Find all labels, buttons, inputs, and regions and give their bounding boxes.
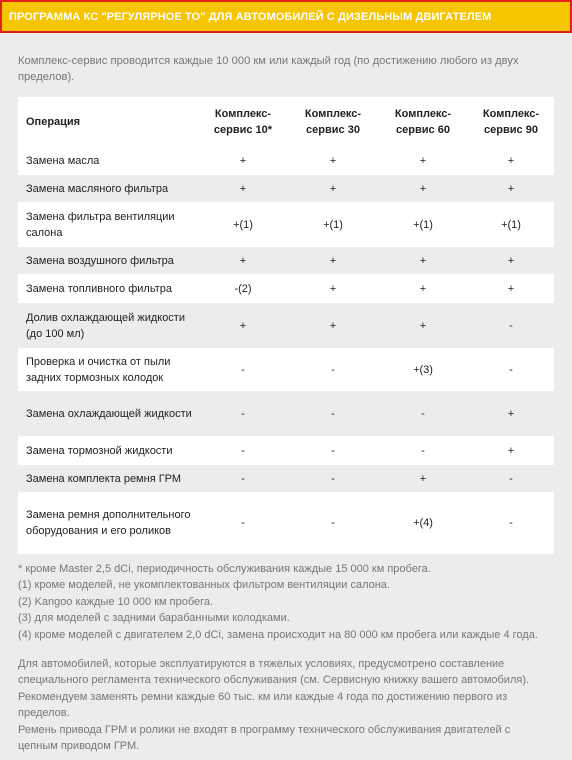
- operation-cell: Долив охлаждающей жидкости (до 100 мл): [26, 311, 185, 340]
- value-cell: -: [509, 517, 513, 529]
- operation-cell: Замена тормозной жидкости: [26, 444, 173, 457]
- value-cell: -: [509, 363, 513, 376]
- value-cell: +: [419, 282, 427, 295]
- column-header-ks10: Комплекс-сервис 10*: [213, 107, 273, 136]
- value-cell: -: [331, 472, 335, 485]
- value-cell: +(1): [323, 218, 343, 231]
- operation-cell: Замена масляного фильтра: [26, 182, 169, 195]
- remark-item: Рекомендуем заменять ремни каждые 60 тыс. км или каждые 4 года по достижению первого из пределов.: [18, 690, 508, 720]
- footnote-item: (4) кроме моделей с двигателем 2,0 dCi, замена происходит на 80 000 км пробега или каждые 4 года.: [18, 628, 538, 641]
- value-cell: -: [331, 517, 335, 529]
- table-row: [18, 391, 554, 436]
- table-row: [18, 465, 554, 492]
- table-row: [18, 274, 554, 303]
- value-cell: +: [419, 182, 427, 195]
- value-cell: -: [241, 407, 245, 420]
- value-cell: -: [421, 444, 425, 457]
- value-cell: -: [241, 472, 245, 485]
- intro-text: Комплекс-сервис проводится каждые 10 000 км или каждый год (по достижению любого из двух пределов).: [18, 55, 519, 83]
- value-cell: +: [507, 254, 515, 267]
- value-cell: +: [239, 154, 247, 167]
- remark-item: Ремень привода ГРМ и ролики не входят в программу технического обслуживания двигателей с цепным приводом ГРМ.: [18, 723, 511, 753]
- footnotes: [18, 561, 558, 643]
- value-cell: -: [331, 407, 335, 420]
- value-cell: -: [331, 444, 335, 457]
- value-cell: +: [329, 254, 337, 267]
- column-header-operation: Операция: [26, 115, 81, 128]
- operation-cell: Проверка и очистка от пыли задних тормозных колодок: [26, 355, 171, 384]
- value-cell: +: [239, 182, 247, 195]
- table-row: [18, 247, 554, 274]
- table-row: [18, 303, 554, 348]
- value-cell: -: [509, 319, 513, 332]
- value-cell: +: [507, 444, 515, 457]
- table-row: [18, 175, 554, 202]
- column-header-ks90: Комплекс-сервис 90: [482, 107, 540, 136]
- operation-cell: Замена охлаждающей жидкости: [26, 407, 192, 420]
- footnote-item: (1) кроме моделей, не укомплектованных фильтром вентиляции салона.: [18, 579, 390, 592]
- value-cell: +: [507, 282, 515, 295]
- table-row: [18, 492, 554, 554]
- page-title: ПРОГРАММА КС "РЕГУЛЯРНОЕ ТО" ДЛЯ АВТОМОБИЛЕЙ С ДИЗЕЛЬНЫМ ДВИГАТЕЛЕМ: [9, 11, 492, 23]
- value-cell: +: [419, 319, 427, 332]
- operation-cell: Замена ремня дополнительного оборудования и его роликов: [26, 509, 191, 537]
- value-cell: +: [329, 154, 337, 167]
- table-header-row: [18, 97, 554, 146]
- footnote-item: (3) для моделей с задними барабанными колодками.: [18, 612, 290, 625]
- value-cell: -(2): [234, 282, 252, 295]
- operation-cell: Замена масла: [26, 154, 100, 167]
- operation-cell: Замена комплекта ремня ГРМ: [26, 472, 182, 485]
- footnote-item: * кроме Master 2,5 dCi, периодичность обслуживания каждые 15 000 км пробега.: [18, 563, 431, 575]
- column-header-ks60: Комплекс-сервис 60: [394, 107, 452, 136]
- value-cell: +: [329, 182, 337, 195]
- operation-cell: Замена топливного фильтра: [26, 282, 172, 295]
- remark-item: Для автомобилей, которые эксплуатируются в тяжелых условиях, предусмотрено составление специального регламента технического обслуживания (см. Сервисную книжку вашего автомобиля).: [18, 658, 530, 687]
- value-cell: +(1): [233, 218, 253, 231]
- value-cell: +(1): [501, 218, 521, 231]
- value-cell: +(1): [413, 218, 433, 231]
- maintenance-table: [18, 97, 554, 554]
- value-cell: +: [329, 319, 337, 332]
- table-row: [18, 348, 554, 391]
- value-cell: +: [507, 407, 515, 420]
- table-row: [18, 146, 554, 175]
- page-banner: [0, 0, 572, 33]
- value-cell: +: [507, 182, 515, 195]
- value-cell: +: [419, 154, 427, 167]
- column-header-ks30: Комплекс-сервис 30: [304, 107, 362, 136]
- value-cell: -: [241, 363, 245, 376]
- value-cell: -: [241, 517, 245, 529]
- operation-cell: Замена фильтра вентиляции салона: [26, 210, 175, 239]
- remarks: [18, 656, 540, 754]
- value-cell: +(3): [413, 363, 433, 376]
- value-cell: -: [509, 472, 513, 485]
- value-cell: -: [331, 363, 335, 376]
- value-cell: +(4): [413, 517, 433, 529]
- table-row: [18, 202, 554, 247]
- value-cell: -: [241, 444, 245, 457]
- table-row: [18, 436, 554, 465]
- value-cell: +: [419, 472, 427, 485]
- value-cell: -: [421, 407, 425, 420]
- value-cell: +: [239, 319, 247, 332]
- value-cell: +: [239, 254, 247, 267]
- value-cell: +: [419, 254, 427, 267]
- footnote-item: (2) Kangoo каждые 10 000 км пробега.: [18, 595, 214, 608]
- value-cell: +: [329, 282, 337, 295]
- operation-cell: Замена воздушного фильтра: [26, 254, 174, 267]
- value-cell: +: [507, 154, 515, 167]
